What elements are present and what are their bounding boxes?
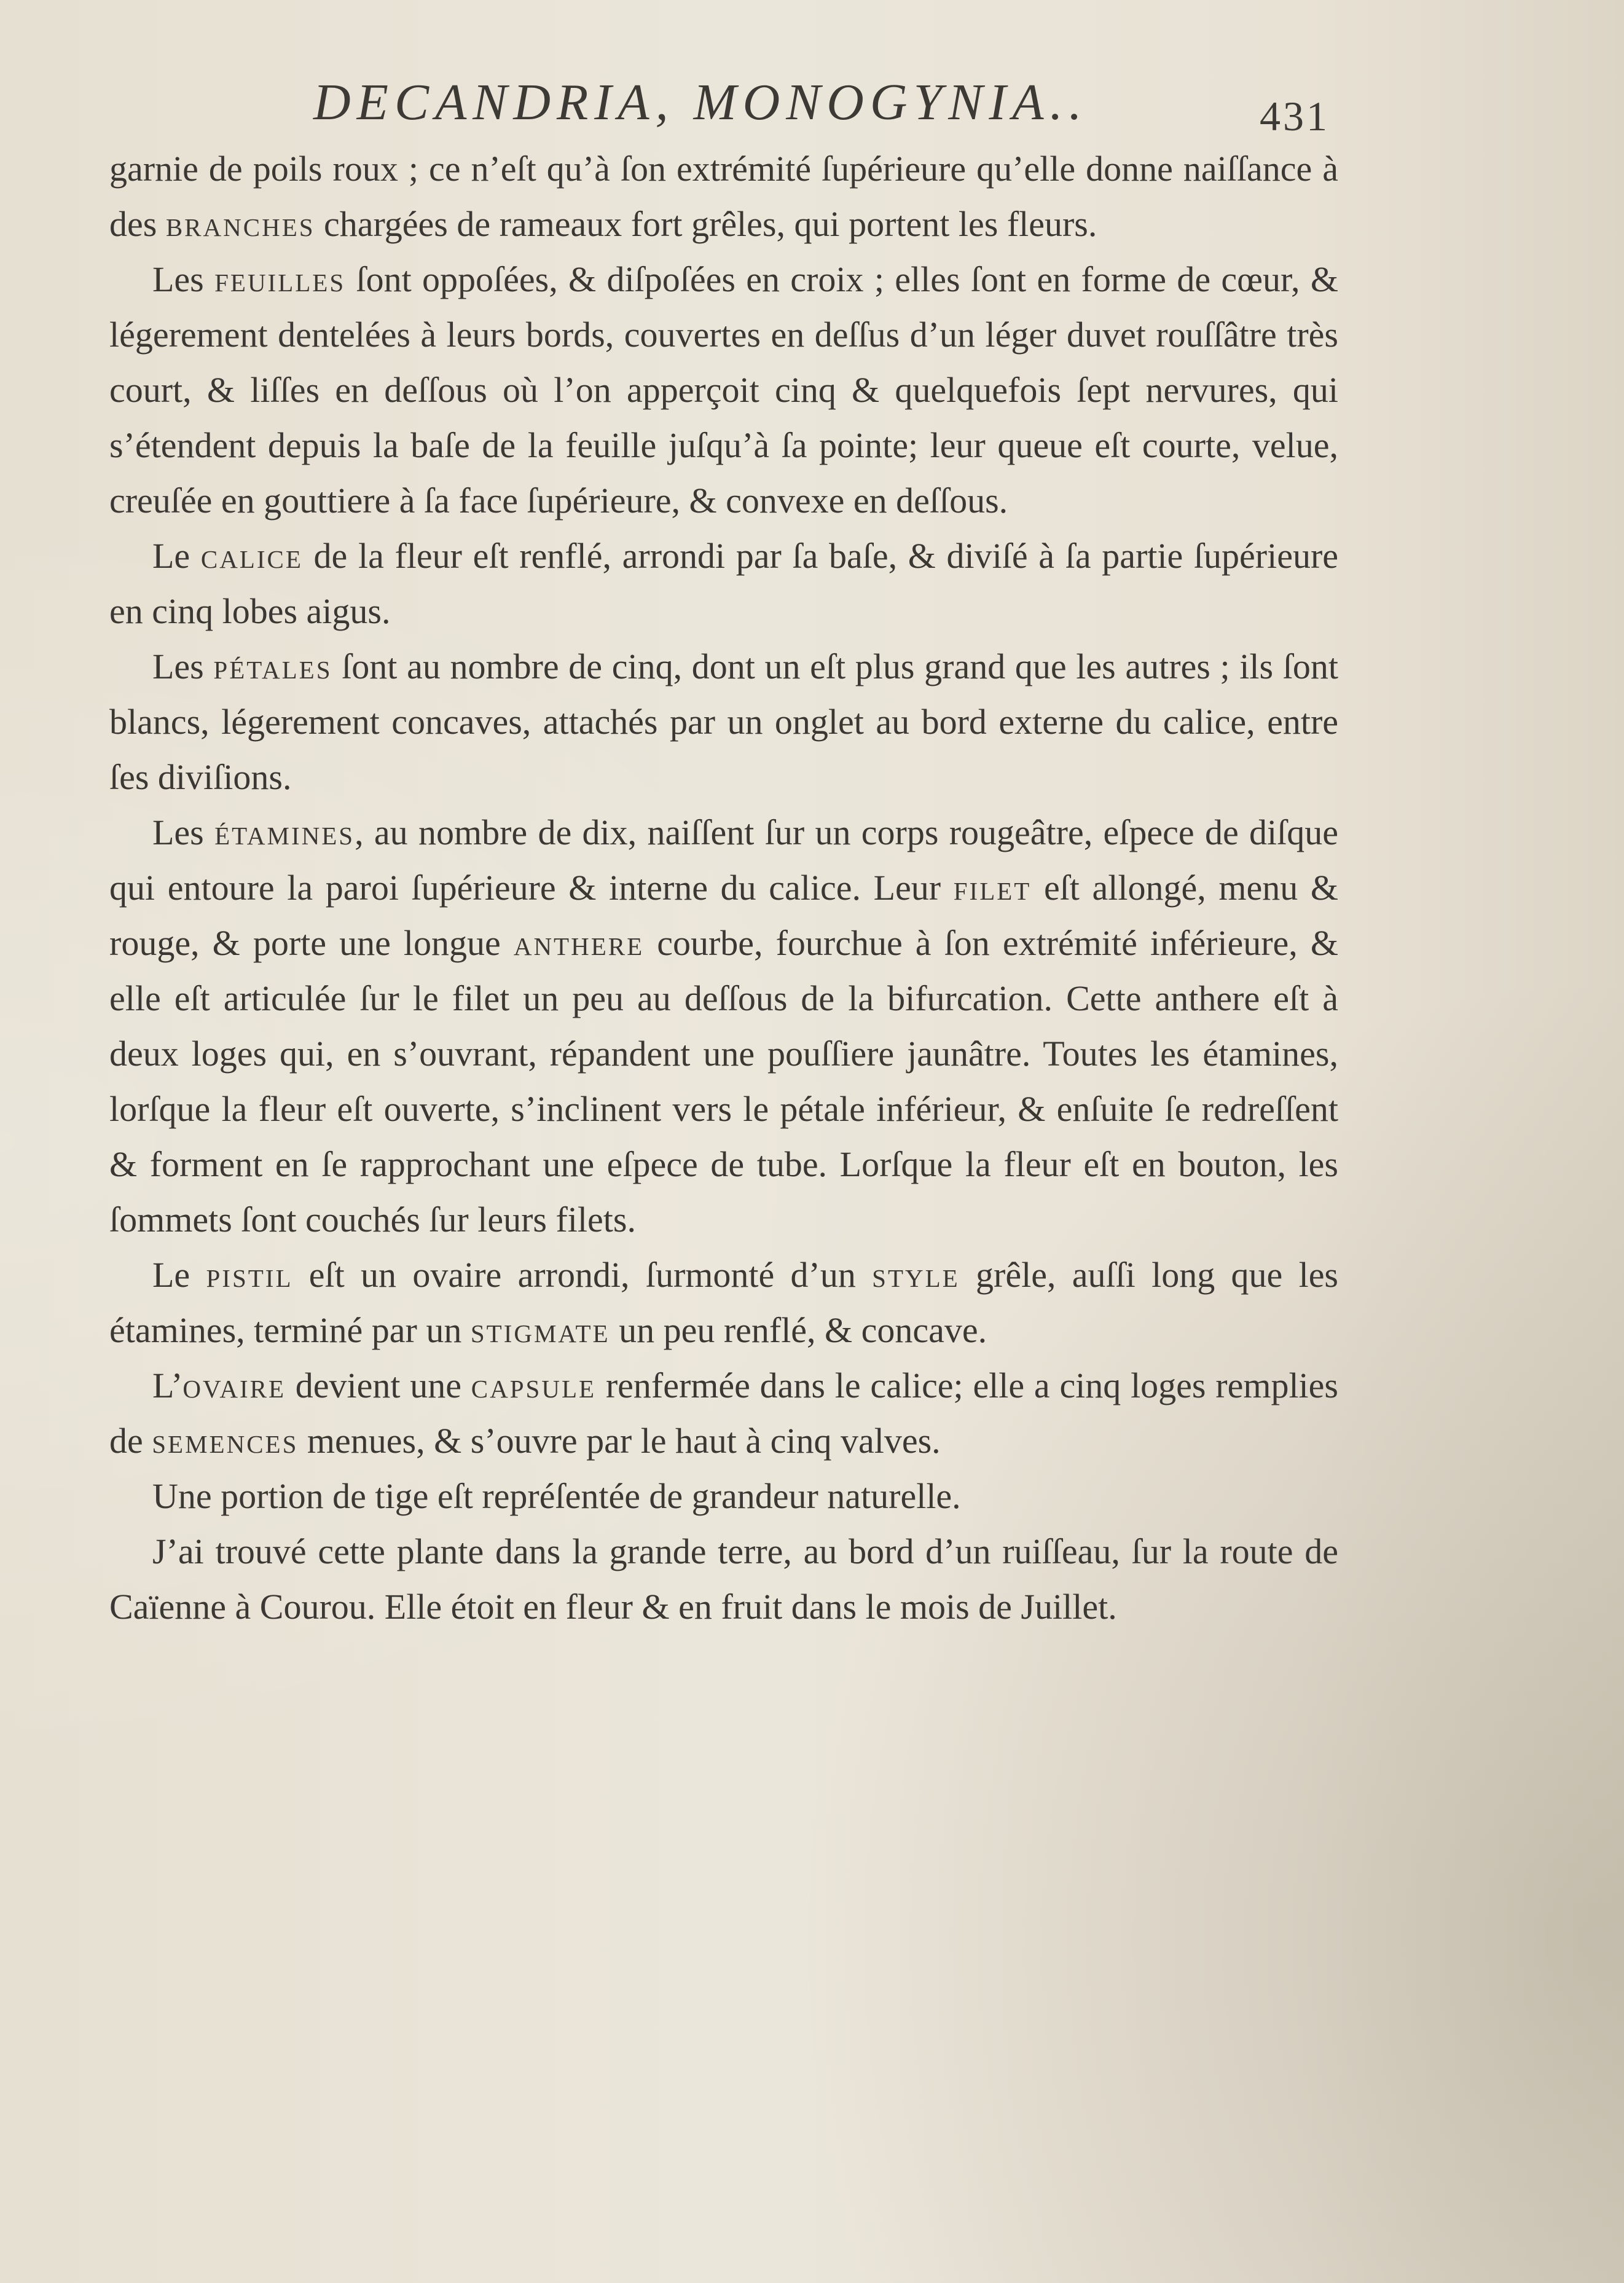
- text-run: garnie de poils roux ; ce n’eſt qu’à ſon extrémité ſupérieure qu’elle donne naiſſance à des: [109, 149, 1338, 244]
- text-run: menues, & s’ouvre par le haut à cinq valves.: [298, 1421, 941, 1461]
- text-run: Les: [152, 646, 214, 686]
- term-feuilles: feuilles: [214, 259, 346, 299]
- body-text: [109, 141, 1338, 1635]
- paragraph-calice: [109, 529, 1338, 639]
- paragraph-etamines: [109, 805, 1338, 1248]
- text-run: de la fleur eſt renflé, arrondi par ſa baſe, & diviſé à ſa partie ſupérieure en cinq lobes aigus.: [109, 536, 1338, 631]
- term-pistil: pistil: [206, 1255, 293, 1295]
- text-run: courbe, fourchue à ſon extrémité inférieure, & elle eſt articulée ſur le filet un peu au deſſous de la bifurcation. Cette anthere eſt à deux loges qui, en s’ouvrant, répandent une pouſſiere jaunâtre. Toutes les étamines, lorſque la fleur eſt ouverte, s’inclinent vers le pétale inférieur, & enſuite ſe redreſſent & forment en ſe rapprochant une eſpece de tube. Lorſque la fleur eſt en bouton, les ſommets ſont couchés ſur leurs filets.: [109, 923, 1338, 1240]
- term-stigmate: stigmate: [470, 1310, 610, 1350]
- text-run: eſt un ovaire arrondi, ſurmonté d’un: [292, 1255, 873, 1295]
- paragraph-petales: [109, 639, 1338, 805]
- text-run: Le: [152, 1255, 206, 1295]
- text-run: devient une: [286, 1365, 471, 1405]
- term-filet: filet: [953, 868, 1032, 908]
- paragraph-locality: [109, 1524, 1338, 1635]
- text-run: renfermée dans le calice; elle a cinq loges remplies de: [109, 1365, 1338, 1461]
- text-run: L’: [152, 1365, 183, 1405]
- term-étamines: étamines: [214, 812, 355, 852]
- paragraph-figure-note: [109, 1469, 1338, 1524]
- page-number: 431: [1260, 93, 1330, 139]
- paragraph-ovaire: [109, 1358, 1338, 1469]
- paragraph-continuation: [109, 141, 1338, 252]
- running-title: DECANDRIA, MONOGYNIA..: [313, 74, 1088, 131]
- paragraph-pistil: [109, 1248, 1338, 1358]
- text-run: , au nombre de dix, naiſſent ſur un corps rougeâtre, eſpece de diſque qui entoure la paroi ſupérieure & interne du calice. Leur: [109, 812, 1338, 908]
- text-run: un peu renflé, & concave.: [610, 1310, 987, 1350]
- text-run: grêle, auſſi long que les étamines, terminé par un: [109, 1255, 1339, 1350]
- text-run: Une portion de tige eſt repréſentée de grandeur naturelle.: [152, 1476, 961, 1516]
- term-calice: calice: [200, 536, 303, 576]
- term-ovaire: ovaire: [182, 1365, 286, 1405]
- text-run: ſont au nombre de cinq, dont un eſt plus grand que les autres ; ils ſont blancs, légerement concaves, attachés par un onglet au bord externe du calice, entre ſes diviſions.: [109, 646, 1338, 797]
- text-run: Les: [152, 812, 215, 852]
- term-capsule: capsule: [471, 1365, 597, 1405]
- term-semences: semences: [152, 1421, 299, 1461]
- term-style: style: [872, 1255, 960, 1295]
- paragraph-feuilles: [109, 252, 1338, 529]
- text-run: chargées de rameaux fort grêles, qui portent les fleurs.: [315, 204, 1097, 244]
- term-anthere: anthere: [513, 923, 645, 963]
- term-branches: branches: [165, 204, 315, 244]
- term-pétales: pétales: [213, 646, 332, 686]
- text-run: J’ai trouvé cette plante dans la grande terre, au bord d’un ruiſſeau, ſur la route de Caïenne à Courou. Elle étoit en fleur & en fruit dans le mois de Juillet.: [109, 1531, 1338, 1627]
- text-run: Le: [152, 536, 201, 576]
- text-run: Les: [152, 259, 215, 299]
- text-run: ſont oppoſées, & diſpoſées en croix ; elles ſont en forme de cœur, & légerement dentelées à leurs bords, couvertes en deſſus d’un léger duvet rouſſâtre très court, & liſſes en deſſous où l’on apperçoit cinq & quelquefois ſept nervures, qui s’étendent depuis la baſe de la feuille juſqu’à ſa pointe; leur queue eſt courte, velue, creuſée en gouttiere à ſa face ſupérieure, & convexe en deſſous.: [109, 259, 1339, 521]
- text-run: eſt allongé, menu & rouge, & porte une longue: [109, 868, 1338, 963]
